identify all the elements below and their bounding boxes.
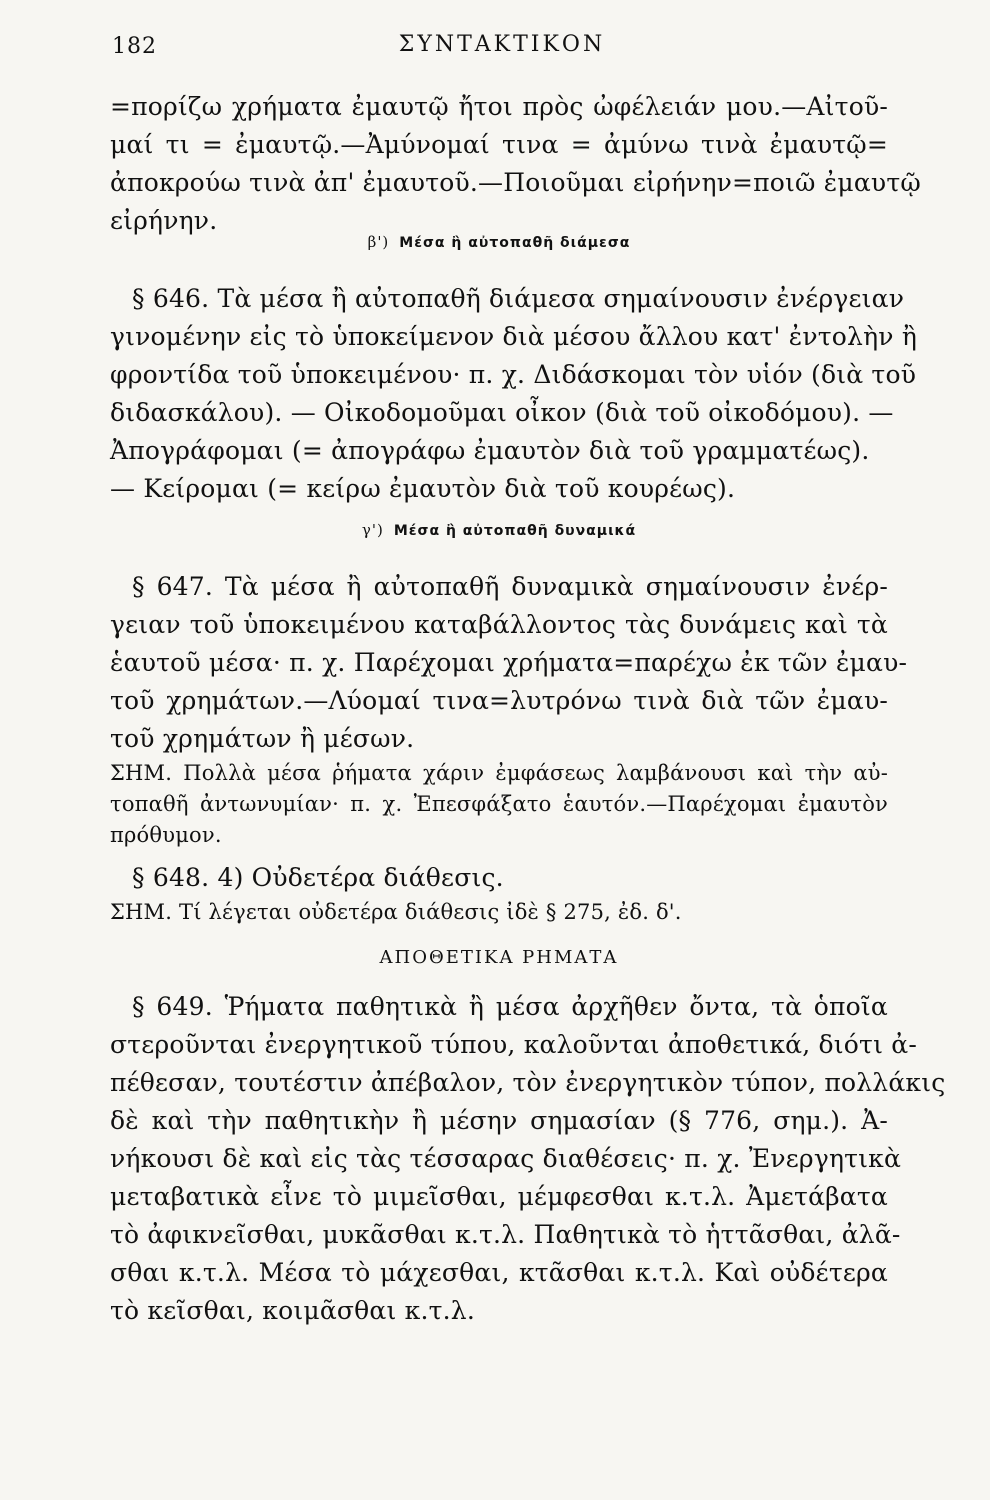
- opening-paragraph: [110, 88, 921, 240]
- text-line: ἀποκρούω τινὰ ἀπ' ἐμαυτοῦ.—Ποιοῦμαι εἰρήνην=ποιῶ ἐμαυτῷ: [110, 168, 921, 197]
- paragraph-646: [110, 280, 918, 508]
- note-1: [110, 758, 888, 851]
- text-line: δὲ καὶ τὴν παθητικὴν ἢ μέσην σημασίαν (§ 776, σημ.). Ἀ-: [110, 1106, 888, 1135]
- text-line: τὸ ἀφικνεῖσθαι, μυκᾶσθαι κ.τ.λ. Παθητικὰ τὸ ἡττᾶσθαι, ἀλᾶ-: [110, 1220, 901, 1249]
- running-title: ΣΥΝΤΑΚΤΙΚΟΝ: [398, 32, 606, 57]
- text-line: γινομένην εἰς τὸ ὑποκείμενον διὰ μέσου ἄλλου κατ' ἐντολὴν ἢ: [110, 322, 918, 351]
- text-line: εἰρήνην.: [110, 206, 218, 235]
- paragraph-649: [110, 988, 946, 1330]
- subheading-text: Μέσα ἢ αὐτοπαθῆ διάμεσα: [399, 235, 631, 251]
- text-line: § 649. Ῥήματα παθητικὰ ἢ μέσα ἀρχῆθεν ὄντα, τὰ ὁποῖα: [132, 992, 888, 1021]
- note-2: ΣΗΜ. Τί λέγεται οὐδετέρα διάθεσις ἰδὲ § 275, ἐδ. δ'.: [110, 900, 682, 924]
- text-line: φροντίδα τοῦ ὑποκειμένου· π. χ. Διδάσκομαι τὸν υἱόν (διὰ τοῦ: [110, 360, 917, 389]
- paragraph-648: § 648. 4) Οὐδετέρα διάθεσις.: [132, 863, 504, 892]
- subheading-b: [110, 228, 888, 256]
- text-line: νήκουσι δὲ καὶ εἰς τὰς τέσσαρας διαθέσεις· π. χ. Ἐνεργητικὰ: [110, 1144, 902, 1173]
- text-line: διδασκάλου). — Οἰκοδομοῦμαι οἶκον (διὰ τοῦ οἰκοδόμου). —: [110, 398, 894, 427]
- subheading-mark: β'): [367, 233, 390, 251]
- text-line: τὸ κεῖσθαι, κοιμᾶσθαι κ.τ.λ.: [110, 1296, 475, 1325]
- text-line: μεταβατικὰ εἶνε τὸ μιμεῖσθαι, μέμφεσθαι κ.τ.λ. Ἀμετάβατα: [110, 1182, 888, 1211]
- text-line: =πορίζω χρήματα ἐμαυτῷ ἤτοι πρὸς ὠφέλειάν μου.—Αἰτοῦ-: [110, 92, 888, 121]
- note-line: πρόθυμον.: [110, 823, 222, 847]
- text-line: πέθεσαν, τουτέστιν ἀπέβαλον, τὸν ἐνεργητικὸν τύπον, πολλάκις: [110, 1068, 946, 1097]
- section-title: ΑΠΟΘΕΤΙΚΑ ΡΗΜΑΤΑ: [379, 947, 619, 968]
- page-number: 182: [112, 34, 157, 59]
- text-line: ἑαυτοῦ μέσα· π. χ. Παρέχομαι χρήματα=παρέχω ἐκ τῶν ἐμαυ-: [110, 648, 908, 677]
- text-line: § 646. Τὰ μέσα ἢ αὐτοπαθῆ διάμεσα σημαίνουσιν ἐνέργειαν: [132, 284, 905, 313]
- running-head: [112, 30, 892, 70]
- page-body: [110, 88, 946, 1330]
- note-line: ΣΗΜ. Πολλὰ μέσα ῥήματα χάριν ἐμφάσεως λαμβάνουσι καὶ τὴν αὐ-: [110, 761, 888, 785]
- paragraph-647: [110, 568, 908, 758]
- text-line: τοῦ χρημάτων ἢ μέσων.: [110, 724, 415, 753]
- note-line: τοπαθῆ ἀντωνυμίαν· π. χ. Ἐπεσφάξατο ἑαυτόν.—Παρέχομαι ἐμαυτὸν: [110, 792, 888, 816]
- text-line: μαί τι = ἐμαυτῷ.—Ἀμύνομαί τινα = ἀμύνω τινὰ ἐμαυτῷ=: [110, 130, 888, 159]
- text-line: τοῦ χρημάτων.—Λύομαί τινα=λυτρόνω τινὰ διὰ τῶν ἐμαυ-: [110, 686, 888, 715]
- subheading-text: Μέσα ἢ αὐτοπαθῆ δυναμικά: [393, 523, 637, 539]
- text-line: γειαν τοῦ ὑποκειμένου καταβάλλοντος τὰς δυνάμεις καὶ τὰ: [110, 610, 888, 639]
- subheading-mark: γ'): [361, 521, 384, 539]
- text-line: § 647. Τὰ μέσα ἢ αὐτοπαθῆ δυναμικὰ σημαίνουσιν ἐνέρ-: [132, 572, 888, 601]
- subheading-c: [110, 516, 888, 544]
- text-line: Ἀπογράφομαι (= ἀπογράφω ἐμαυτὸν διὰ τοῦ γραμματέως).: [110, 436, 870, 465]
- text-line: σθαι κ.τ.λ. Μέσα τὸ μάχεσθαι, κτᾶσθαι κ.τ.λ. Καὶ οὐδέτερα: [110, 1258, 888, 1287]
- text-line: στεροῦνται ἐνεργητικοῦ τύπου, καλοῦνται ἀποθετικά, διότι ἀ-: [110, 1030, 917, 1059]
- text-line: — Κείρομαι (= κείρω ἐμαυτὸν διὰ τοῦ κουρέως).: [110, 474, 736, 503]
